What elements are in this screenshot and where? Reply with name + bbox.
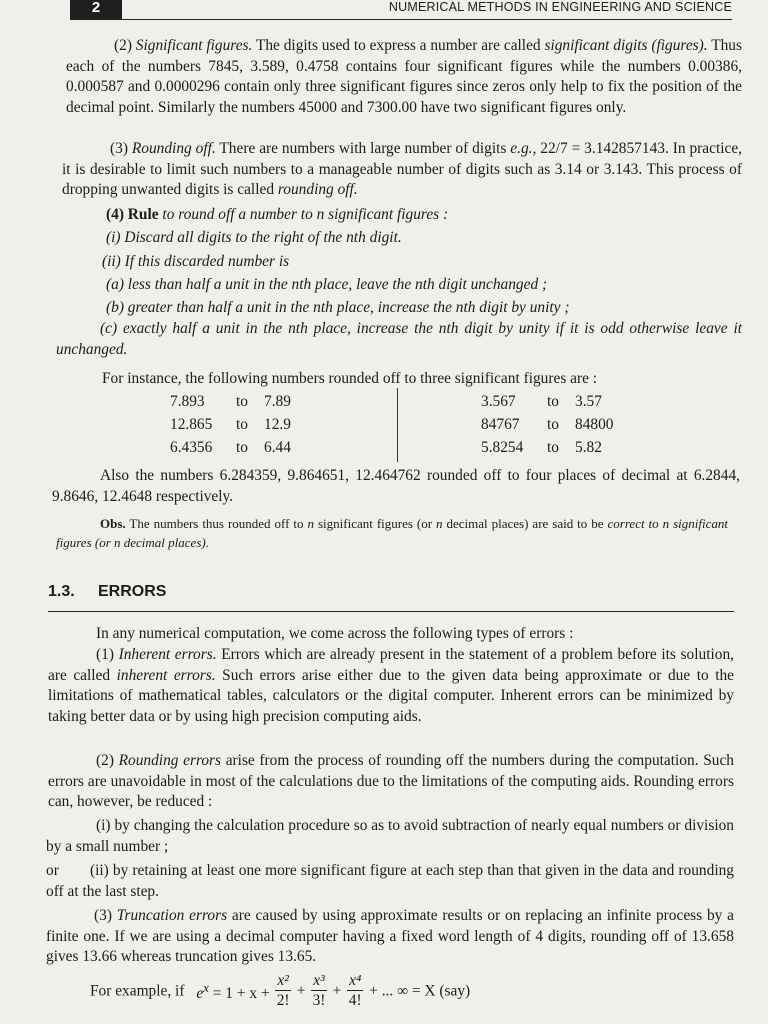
rule-i: (i) Discard all digits to the right of the nth digit. bbox=[106, 229, 402, 247]
running-head: NUMERICAL METHODS IN ENGINEERING AND SCIENCE bbox=[388, 0, 732, 14]
obs-text-4: correct to n significant figures (or n decimal places). bbox=[56, 516, 728, 550]
frac-num: x³ bbox=[313, 972, 325, 989]
table-row bbox=[170, 413, 291, 436]
obs-label: Obs. bbox=[100, 516, 126, 531]
table-cell: to bbox=[236, 439, 248, 456]
rnd-text-1: arise from the process of rounding off the numbers during the computation. Such errors are unavoidable in most of the calculations due to the limitations of the computing aids. Rounding errors can, however, be reduced : bbox=[48, 752, 734, 810]
fraction-x4-over-4 bbox=[347, 972, 363, 1011]
table-cell: to bbox=[236, 393, 248, 410]
section-title: ERRORS bbox=[98, 583, 167, 600]
also-paragraph bbox=[52, 466, 740, 507]
table-cell: 5.82 bbox=[575, 439, 602, 456]
table-cell: 84767 bbox=[481, 416, 520, 433]
formula-lhs-sup: x bbox=[203, 980, 209, 995]
table-cell: 84800 bbox=[575, 416, 614, 433]
inh-term: inherent errors. bbox=[116, 666, 216, 684]
errors-intro bbox=[96, 624, 736, 645]
rounding-table-left bbox=[170, 390, 291, 459]
rule-ii: (ii) If this discarded number is bbox=[102, 252, 290, 270]
header-rule bbox=[70, 19, 732, 20]
inh-text-1: Errors which are already present in the statement of a problem before its solution, are called bbox=[48, 646, 734, 684]
plus-sign: + bbox=[296, 982, 306, 1000]
example-formula bbox=[90, 972, 470, 1020]
inherent-errors-paragraph bbox=[48, 645, 734, 727]
fraction-x3-over-3 bbox=[311, 972, 326, 1011]
table-row bbox=[170, 436, 291, 459]
rule-a: (a) less than half a unit in the nth place, leave the nth digit unchanged ; bbox=[106, 275, 548, 293]
rounding-errors-item-ii bbox=[46, 861, 734, 902]
rounding-errors-paragraph bbox=[48, 751, 734, 813]
obs-n: n bbox=[307, 516, 315, 531]
table-cell: 12.865 bbox=[170, 416, 213, 433]
rounding-table bbox=[170, 390, 630, 462]
table-cell: 3.567 bbox=[481, 393, 516, 410]
round-text-1: There are numbers with large number of digits bbox=[215, 140, 511, 157]
section-number: 1.3. bbox=[48, 583, 75, 600]
sig-term: significant digits (figures). bbox=[544, 37, 708, 54]
rnd-lead: (2) bbox=[96, 752, 119, 769]
tr-title: Truncation errors bbox=[116, 907, 228, 924]
sig-text-1: The digits used to express a number are called bbox=[252, 37, 545, 54]
table-cell: 12.9 bbox=[264, 416, 291, 433]
tr-text-1: are caused by using approximate results or on replacing an infinite process by a finite one. If we are using a decimal computer having a fixed word length of 4 digits, rounding off of 13.658 gives 13.66 whereas truncation gives 13.65. bbox=[46, 907, 735, 965]
rule-b: (b) greater than half a unit in the nth place, increase the nth digit by unity ; bbox=[106, 299, 570, 317]
table-cell: to bbox=[547, 393, 559, 410]
plus-sign: + bbox=[332, 982, 342, 1000]
obs-text-3: decimal places) are said to be bbox=[442, 516, 608, 531]
round-lead: (3) bbox=[110, 140, 132, 157]
example-text: For example, if bbox=[90, 982, 185, 1000]
table-cell: to bbox=[547, 439, 559, 456]
round-term: rounding off. bbox=[277, 181, 358, 198]
frac-den: 2! bbox=[276, 992, 290, 1009]
table-cell: 7.89 bbox=[264, 393, 291, 410]
errors-intro-text: In any numerical computation, we come across the following types of errors : bbox=[96, 625, 574, 642]
table-cell: 6.4356 bbox=[170, 439, 213, 456]
round-text-2: 22/7 = 3.142857143. In practice, it is desirable to limit such numbers to a manageable number of digits such as 3.14 or 3.143. This process of dropping unwanted digits is called bbox=[62, 140, 743, 198]
fraction-x2-over-2 bbox=[275, 972, 290, 1011]
table-row bbox=[170, 390, 291, 413]
table-cell: 7.893 bbox=[170, 393, 205, 410]
rule-c: (c) exactly half a unit in the nth place, increase the nth digit by unity if it is odd otherwise leave it unchanged. bbox=[56, 320, 742, 358]
rnd-title: Rounding errors bbox=[118, 752, 222, 769]
rnd-i: (i) by changing the calculation procedure so as to avoid subtraction of nearly equal numbers or division by a small number ; bbox=[46, 817, 734, 855]
rounding-errors-item-i bbox=[46, 816, 734, 857]
inh-title: Inherent errors. bbox=[118, 646, 217, 663]
tr-lead: (3) bbox=[94, 907, 117, 924]
table-cell: 5.8254 bbox=[481, 439, 524, 456]
rule-text: to round off a number to n significant figures : bbox=[158, 206, 449, 223]
section-rule bbox=[48, 611, 734, 612]
section-heading bbox=[48, 583, 734, 613]
rule-lead: (4) Rule bbox=[106, 206, 159, 223]
sig-lead: (2) bbox=[114, 37, 136, 54]
rule-block bbox=[56, 203, 742, 360]
round-eg: e.g., bbox=[510, 140, 537, 157]
rnd-ii: (ii) by retaining at least one more significant figure at each step than that given in the data and rounding off at the last step. bbox=[46, 862, 734, 900]
sig-text-2: Thus each of the numbers 7845, 3.589, 0.4758 contains four significant figures while the numbers 0.00386, 0.000587 and 0.0000296 contain only three significant figures since zeros only help to fix the position of the decimal point. Similarly the numbers 45000 and 7300.00 have two significant figures only. bbox=[66, 37, 742, 116]
rounding-off-paragraph bbox=[62, 139, 742, 201]
instance-text: For instance, the following numbers rounded off to three significant figures are : bbox=[102, 370, 598, 387]
inh-text-2: Such errors arise either due to the given data being approximate or due to the limitations of mathematical tables, calculators or the digital computer. Inherent errors can be minimized by taking better data or by using high precision computing aids. bbox=[48, 666, 735, 725]
formula-tail: + ... ∞ = X (say) bbox=[369, 982, 471, 1000]
table-row bbox=[481, 413, 613, 436]
sig-title: Significant figures. bbox=[135, 37, 253, 54]
table-cell: 6.44 bbox=[264, 439, 291, 456]
page-header bbox=[70, 0, 732, 20]
obs-n: n bbox=[436, 516, 443, 531]
also-text: Also the numbers 6.284359, 9.864651, 12.464762 rounded off to four places of decimal at 6.2844, 9.8646, 12.4648 respectively. bbox=[52, 467, 740, 505]
or-word: or bbox=[46, 862, 59, 879]
table-divider bbox=[397, 388, 398, 462]
table-cell: to bbox=[547, 416, 559, 433]
inh-lead: (1) bbox=[96, 646, 119, 663]
observation-note bbox=[56, 514, 728, 552]
table-cell: 3.57 bbox=[575, 393, 602, 410]
frac-den: 3! bbox=[312, 992, 326, 1009]
frac-den: 4! bbox=[348, 992, 362, 1009]
page-number: 2 bbox=[70, 0, 122, 20]
rounding-table-right bbox=[481, 390, 613, 459]
frac-num: x⁴ bbox=[349, 972, 362, 989]
formula-eq1: = 1 + x + bbox=[208, 984, 274, 1002]
frac-num: x² bbox=[277, 972, 289, 989]
truncation-errors-paragraph bbox=[46, 906, 734, 968]
instance-line bbox=[102, 369, 742, 390]
table-row bbox=[481, 436, 613, 459]
obs-text-2: significant figures (or bbox=[314, 516, 437, 531]
significant-figures-paragraph bbox=[66, 36, 742, 118]
round-title: Rounding off. bbox=[131, 140, 216, 157]
table-row bbox=[481, 390, 613, 413]
obs-text-1: The numbers thus rounded off to bbox=[125, 516, 308, 531]
formula-lhs: e bbox=[196, 984, 204, 1002]
table-cell: to bbox=[236, 416, 248, 433]
